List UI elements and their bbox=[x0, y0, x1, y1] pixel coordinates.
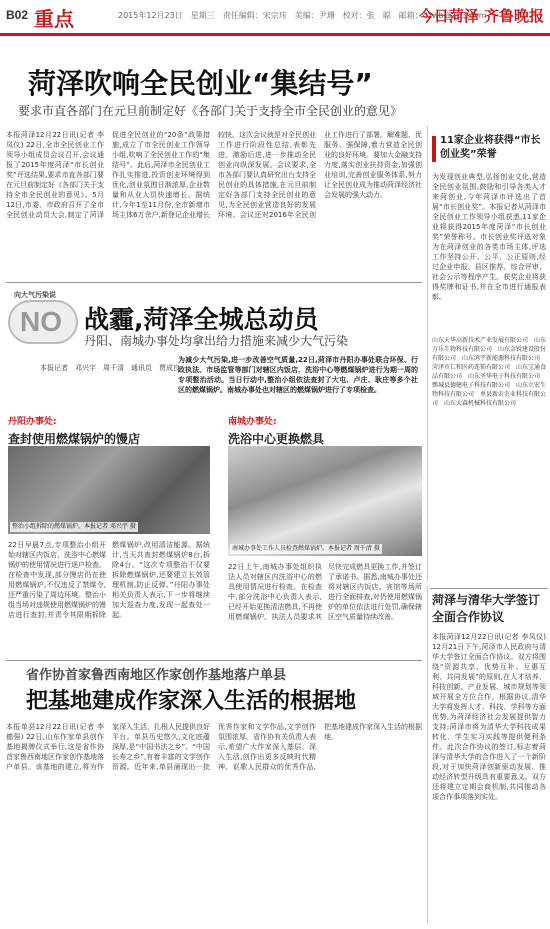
nc-subsection-label: 南城办事处: bbox=[228, 417, 277, 427]
nc-subsection-head: 洗浴中心更换燃具 bbox=[228, 432, 325, 446]
sidebar-rule bbox=[432, 136, 436, 162]
sidebar-tsinghua-body: 本报菏泽12月22日讯(记者 李凤仪) 12月21日下午,菏泽市人民政府与清华大学签订全面合作协议。双方将围绕“资源共享、优势互补、互惠互利、共同发展”的原则,在人才培养、科技创新、产业发展、城市规划等领域开展全方位合作。根据协议,清华大学将发挥人才、科技、学科等方面优势,为菏泽经济社会发展提供智力支持;菏泽市将为清华大学科技成果转化、学生实习实践等提供便利条件。此次合作协议的签订,标志着菏泽与清华大学的合作进入了一个新阶段,对于加快菏泽创新驱动发展、推动经济转型升级具有重要意义。双方还将建立定期会商机制,共同推动各项合作事项落到实处。 bbox=[432, 633, 546, 801]
boiler-photo-2 bbox=[228, 446, 422, 556]
edition-meta: 2015年12月23日 星期三 责任编辑：宋宗玮 美编：尹珊 校对：张 聪 邮箱：dzwb@163.com bbox=[118, 11, 487, 20]
dy-subsection-head: 查封使用燃煤锅炉的馒店 bbox=[8, 432, 141, 446]
writers-base-body: 本报单县12月22日讯(记者 李德强) 22日,山东作家单县创作基地揭牌仪式举行,这是省作协首家鲁西南地区作家创作基地落户单县。该基地的建立,将为作家深入生活、扎根人民提供良好平台。单县历史悠久,文化底蕴深厚,是“中国书法之乡”、“中国长寿之乡”,有着丰富的文学创作资源。近年来,单县涌现出一批优秀作家和文学作品,文学创作氛围浓厚。省作协有关负责人表示,希望广大作家深入基层、深入生活,创作出更多反映时代精神、讴歌人民群众的优秀作品,把基地建成作家深入生活的根据地。 bbox=[6, 723, 422, 771]
writers-base-headline: 把基地建成作家深入生活的根据地 bbox=[26, 689, 357, 714]
divider bbox=[6, 282, 422, 283]
award-company-list: 山东天华高新技术产业发展有限公司 山东万乐生物科技有限公司 山东金锐建设股份有限公司 山东鸿宇新能源科技有限公司 菏泽市仁和医药连锁有限公司 山东宝通食品有限公司 山东圣华电子科技有限公司 鄄城县德健电子科技有限公司 山东立宏生物科技有限公司 单县新农农业科技有限公司 山东大森机械科技有限公司 bbox=[432, 337, 546, 407]
pollution-lead: 为减少大气污染,进一步改善空气质量,22日,菏泽市丹阳办事处联合环保、行政执法、市场监管等部门对辖区内饭店、洗浴中心等燃煤锅炉进行为期一周的专项整治活动。当日行动中,整治小组依法查封了大屯、卢庄、耿庄等多个社区的燃煤锅炉。南城办事处也对辖区的燃煤锅炉进行了专项检查。 bbox=[178, 356, 418, 394]
dy-body: 22日早晨7点,专项整治小组开始对辖区内饭店、洗浴中心燃煤锅炉的使用情况进行逐户检查。在检查中发现,部分馒店仍在使用燃煤锅炉,不仅违反了禁煤令,还严重污染了周边环境。整治小组当场对违规使用燃煤锅炉的馒店进行查封,并责令其限期拆除燃煤锅炉,改用清洁能源。据统计,当天共查封燃煤锅炉8台,拆除4台。“这次专项整治不仅要拆除燃煤锅炉,还要建立长效管理机制,防止反弹。”丹阳办事处相关负责人表示,下一步将继续加大巡查力度,发现一起查处一起。 bbox=[8, 541, 210, 619]
section-title: 重点 bbox=[34, 7, 74, 31]
page-header bbox=[0, 0, 550, 36]
page-number: B02 bbox=[6, 8, 29, 22]
lead-headline: 菏泽吹响全民创业“集结号” bbox=[28, 67, 373, 100]
photo-caption-2: 南城办事处工作人员检查燃煤锅炉。本报记者 周千清 摄 bbox=[232, 545, 380, 552]
no-pollution-badge bbox=[8, 291, 78, 344]
pollution-subheadline: 丹阳、南城办事处均拿出给力措施来减少大气污染 bbox=[84, 334, 349, 348]
divider-2 bbox=[6, 660, 422, 661]
dy-subsection-label: 丹阳办事处: bbox=[8, 417, 57, 427]
photo-caption-1: 整治小组拆除的燃煤锅炉。本报记者 邓兴宇 摄 bbox=[12, 523, 136, 530]
badge-caption: 向大气污染说 bbox=[14, 291, 56, 299]
lead-subheadline: 要求市直各部门在元旦前制定好《各部门关于支持全市全民创业的意见》 bbox=[18, 104, 403, 118]
pollution-byline: 本报记者 邓兴宇 周千清 通讯员 贾成良 bbox=[40, 364, 180, 372]
sidebar-award-body: 为发现创业典型,弘扬创业文化,营造全民创业氛围,鼓励和引导各类人才来菏创业,今年菏泽市评选出了首届“市长创业奖”。本报记者从菏泽市全民创业工作领导小组获悉,11家企业将获得2015年度菏泽“市长创业奖”荣誉称号。市长创业奖评选对象为在菏泽创业的各类市场主体,评选工作坚持公开、公平、公正原则,经过企业申报、县区推荐、综合评审、社会公示等程序产生。获奖企业将获得奖牌和证书,并在全市进行通报表彰。 bbox=[432, 173, 546, 301]
nc-body: 22日上午,南城办事处组织执法人员对辖区内洗浴中心的燃具使用情况进行检查。在检查中,部分洗浴中心负责人表示,已经开始更换清洁燃具,不再使用燃煤锅炉。执法人员要求其尽快完成燃具更换工作,并签订了承诺书。据悉,南城办事处还将对辖区内饭店、宾馆等场所进行全面排查,对仍使用燃煤锅炉的单位依法进行处罚,确保辖区空气质量持续改善。 bbox=[228, 563, 422, 621]
pollution-headline: 战霾,菏泽全城总动员 bbox=[84, 305, 319, 334]
sidebar-award-title: 11家企业将获得“市长创业奖”荣誉 bbox=[440, 135, 541, 160]
sidebar-tsinghua-title: 菏泽与清华大学签订全面合作协议 bbox=[432, 593, 541, 624]
sidebar-divider bbox=[430, 588, 548, 589]
badge-no-text: NO bbox=[20, 306, 62, 337]
newspaper-logo: 今日菏泽 齐鲁晚报 bbox=[418, 7, 544, 25]
boiler-photo-1 bbox=[8, 446, 210, 534]
lead-body: 本报菏泽12月22日讯(记者 李凤仪) 22日,全市全民创业工作领导小组成员会议召开,会议通报了2015年度菏泽“市长创业奖”评选结果,要求市直各部门要在元旦前制定好《各部门关于支持全市全民创业的意见》。5月12日,市委、市政府召开了全市全民创业动员大会,制定了菏泽促进全民创业的“20条”政策措施,成立了市全民创业工作领导小组,吹响了全民创业工作的“集结号”。此后,菏泽市全民创业工作扎实推进,投资创业环境得到优化,创业氛围日渐浓厚,企业数量和从业人员快速增长。据统计,今年1至11月份,全市新增市场主体6万余户,新登记企业增长较快。这次会议就是对全民创业工作进行阶段性总结,表彰先进、激励后进,进一步推动全民创业向纵深发展。会议要求,全市各部门要认真研究出台支持全民创业的具体措施,在元旦前制定好各部门支持全民创业的意见,为全民创业营造良好的发展环境。会议还对2016年全民创业工作进行了部署。解难题、优服务、强保障,着力营造全民创业的良好环境。要加大金融支持力度,落实创业扶持资金,加强创业培训,完善创业服务体系,努力让全民创业成为推动菏泽经济社会发展的强大动力。 bbox=[6, 131, 422, 219]
writers-base-kicker: 省作协首家鲁西南地区作家创作基地落户单县 bbox=[26, 668, 287, 683]
